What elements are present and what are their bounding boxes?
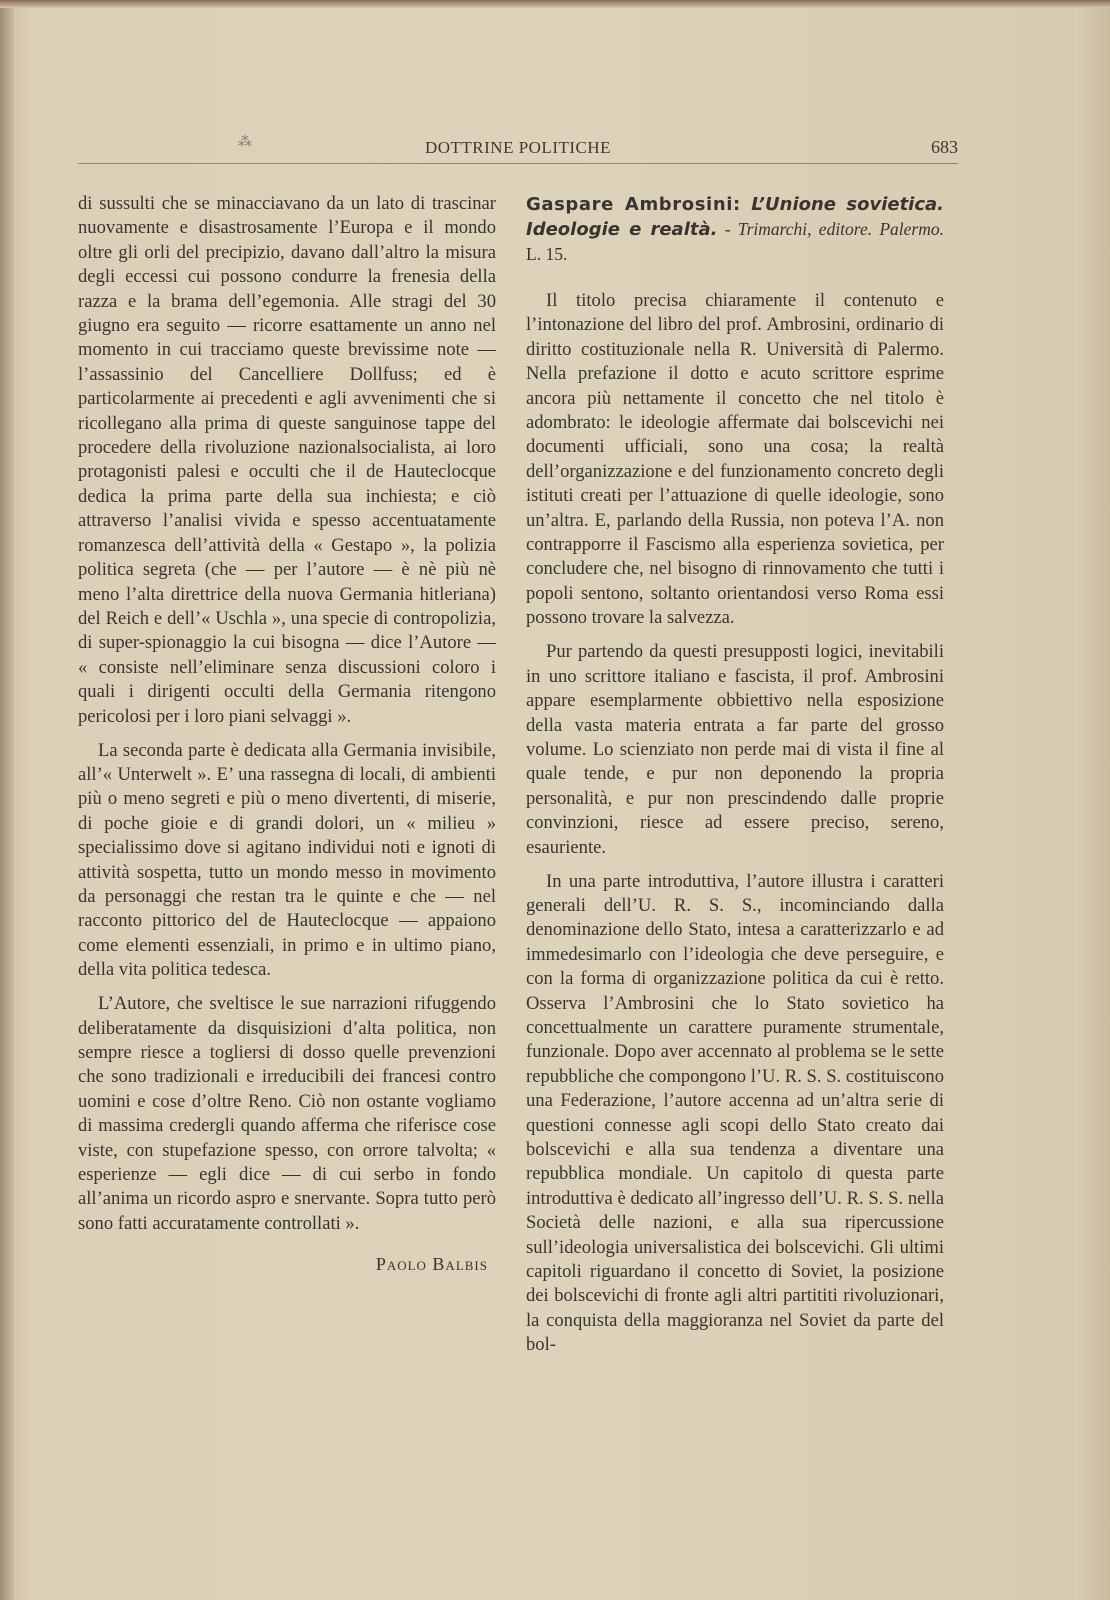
- page-number: 683: [931, 137, 958, 157]
- book-price: L. 15.: [526, 244, 568, 264]
- author-signature: Paolo Balbis: [375, 1254, 488, 1275]
- book-binding-edge: [0, 0, 14, 1600]
- ink-mark-icon: ⁂: [238, 134, 252, 150]
- book-title: L’Unione sovietica. Ideologie e realtà.: [526, 194, 944, 240]
- page-top-edge: [0, 0, 1110, 8]
- paragraph: Pur partendo da questi presupposti logici, inevitabili in uno scrittore italiano e fascista, il prof. Ambrosini appare esemplarmente obbiettivo nella esposizione della vasta materia entrata a far parte del grosso volume. Lo scienziato non perde mai di vista il fine al quale tende, e pur non deponendo la propria personalità, e pur non prescindendo dalle proprie convinzioni, riesce ad essere preciso, sereno, esauriente.: [526, 641, 944, 858]
- paragraph: di sussulti che se minacciavano da un lato di trascinar nuovamente e disastrosamente l’Europa e il mondo oltre gli orli del precipizio, davano dall’altro la misura degli eccessi cui possono condurre la frenesia della razza e la brama dell’egemonia. Alle stragi del 30 giugno era seguito — ricorre esattamente un anno nel momento in cui tracciamo queste brevissime note — l’assassinio del Cancelliere Dollfuss; ed è particolarmente ai precedenti e agli avvenimenti che si ricollegano alla prima di queste sanguinose tappe del procedere della rivoluzione nazionalsocialista, ai loro protagonisti palesi e occulti che il de Hauteclocque dedica la prima parte della sua inchiesta; e ciò attraverso l’analisi vivida e spesso accentuatamente romanzesca dell’attività della « Gestapo », la polizia politica segreta (che — per l’autore — è nè più nè meno l’alta direttrice della nuova Germania hitleriana) del Reich e dell’« Uschla », una specie di contropolizia, di super-spionaggio la cui bisogna — dice l’Autore — « consiste nell’eliminare senza discussioni coloro i quali i dirigenti occulti della Germania ritengono pericolosi per i loro piani selvaggi ».: [78, 193, 496, 727]
- running-header: [78, 130, 958, 164]
- paragraph: L’Autore, che sveltisce le sue narrazioni rifuggendo deliberatamente da disquisizioni d’alta politica, non sempre riesce a togliersi di dosso quelle prevenzioni che sono tradizionali e irreducibili dei francesi contro uomini e cose d’oltre Reno. Ciò non ostante vogliamo di massima credergli quando afferma che riferisce cose viste, con stupefazione spesso, con orrore talvolta; « esperienze — egli dice — di cui serbo in fondo all’anima un ricordo aspro e snervante. Sopra tutto però sono fatti accuratamente controllati ».: [78, 993, 496, 1234]
- paragraph: La seconda parte è dedicata alla Germania invisibile, all’« Unterwelt ». E’ una rassegna di locali, di ambienti più o meno segreti e più o meno divertenti, di miserie, di poche gioie e di grandi dolori, un « milieu » specialissimo dove si agitano individui noti e ignoti di attività sospetta, tutto un mondo messo in movimento da personaggi che restan tra le quinte e che — nel racconto pittorico del de Hauteclocque — appaiono come elementi essenziali, in primo e in ultimo piano, della vita politica tedesca.: [78, 739, 496, 981]
- book-publisher: Trimarchi, editore. Palermo.: [737, 219, 944, 239]
- left-column: [78, 192, 496, 1277]
- header-rule: [78, 163, 958, 164]
- section-title: DOTTRINE POLITICHE: [424, 138, 612, 157]
- book-author: Gaspare Ambrosini:: [526, 194, 741, 215]
- right-column: [526, 192, 944, 1367]
- book-citation: [526, 192, 944, 267]
- paragraph: Il titolo precisa chiaramente il contenuto e l’intonazione del libro del prof. Ambrosini, ordinario di diritto costituzionale nella R. Università di Palermo. Nella prefazione il dotto e acuto scrittore esprime ancora più nettamente il concetto che nel titolo è adombrato: le ideologie affermate dai bolscevichi nei documenti ufficiali, sono una cosa; la realtà dell’organizzazione e del funzionamento concreto degli istituti creati per l’attuazione di quelle ideologie, sono un’altra. E, parlando della Russia, non poteva l’A. non contrapporre il Fascismo alla esperienza sovietica, per concludere che, nel bisogno di rinnovamento che tutti i popoli sentono, soltanto orientandosi verso Roma essi possono trovare la salvezza.: [526, 290, 944, 629]
- paragraph: In una parte introduttiva, l’autore illustra i caratteri generali dell’U. R. S. S., incominciando dalla denominazione dello Stato, intesa a caratterizzarlo e ad immedesimarlo con l’ideologia che deve perseguire, e con la forma di organizzazione politica da cui è retto. Osserva l’Ambrosini che lo Stato sovietico ha concettualmente un carattere puramente strumentale, funzionale. Dopo aver accennato al problema se le sette repubbliche che compongono l’U. R. S. S. costituiscono una Federazione, l’autore accenna ad un’altra serie di questioni connesse agli scopi dello Stato creato dai bolscevichi e alla sua tendenza a diventare una repubblica mondiale. Un capitolo di questa parte introduttiva è dedicato all’ingresso dell’U. R. S. S. nella Società delle nazioni, e alla sua ripercussione sull’ideologia universalistica dei bolscevichi. Gli ultimi capitoli riguardano il concetto di Soviet, la posizione dei bolscevichi di fronte agli altri partititi rivoluzionari, la conquista della maggioranza nel Soviet da parte del bol-: [526, 870, 944, 1356]
- citation-separator: -: [717, 219, 738, 239]
